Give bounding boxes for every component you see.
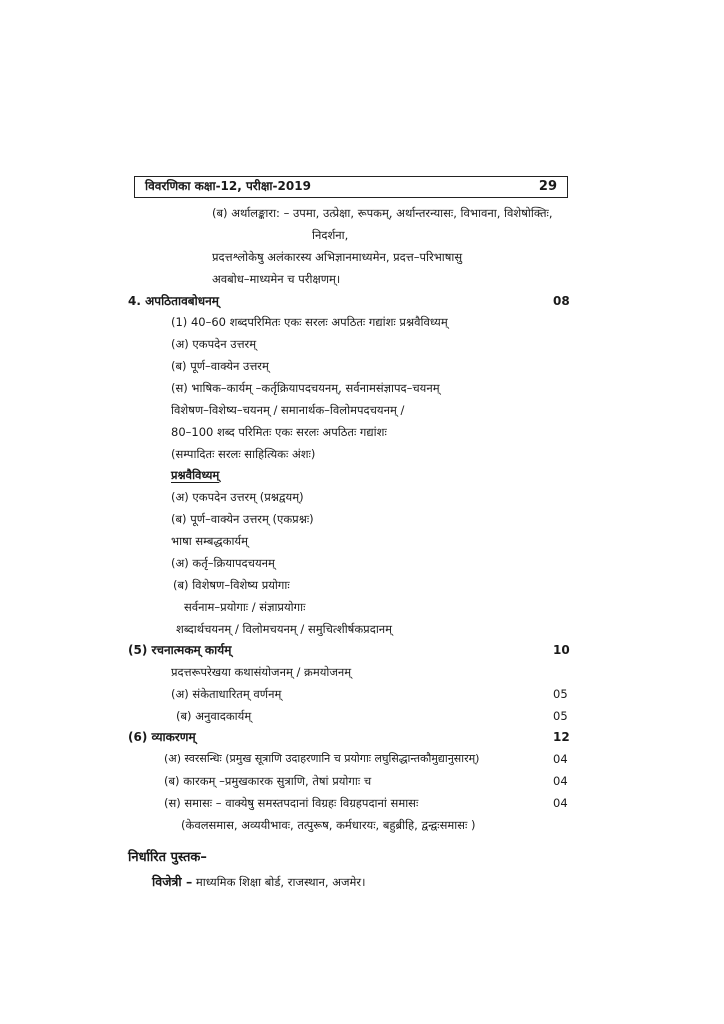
text-line: (ब) अनुवादकार्यम् — [176, 709, 252, 723]
text-line: (ब) कारकम् –प्रमुखकारक सुत्राणि, तेषां प्रयोगाः च — [164, 774, 372, 788]
section-marks-5: 10 — [553, 643, 570, 657]
text-line: (ब) पूर्ण–वाक्येन उत्तरम् (एकप्रश्नः) — [171, 512, 314, 526]
text-line: 80–100 शब्द परिमितः एकः सरलः अपठितः गद्यांशः — [171, 425, 387, 439]
text-line: (स) भाषिक–कार्यम् –कर्तृक्रियापदचयनम्, सर्वनामसंज्ञापद–चयनम् — [171, 381, 440, 395]
section-marks-4: 08 — [553, 294, 570, 308]
text-line: (1) 40–60 शब्दपरिमितः एकः सरलः अपठितः गद्यांशः प्रश्नवैविध्यम् — [171, 315, 448, 329]
section-heading-4: 4. अपठितावबोधनम् — [128, 294, 219, 308]
item-marks: 05 — [553, 687, 568, 701]
item-marks: 05 — [553, 709, 568, 723]
section-heading-6: (6) व्याकरणम् — [128, 730, 196, 744]
book-entry — [152, 874, 365, 890]
text-line: विशेषण–विशेष्य–चयनम् / समानार्थक–विलोमपदचयनम् / — [171, 403, 405, 417]
text-line: (अ) स्वरसन्धिः (प्रमुख सूत्राणि उदाहरणानि च प्रयोगाः लघुसिद्धान्तकौमुद्यानुसारम्) — [164, 752, 480, 765]
section-heading-5: (5) रचनात्मकम् कार्यम् — [128, 643, 232, 657]
subheading: प्रश्नवैविध्यम् — [171, 468, 220, 482]
text-line: (अ) एकपदेन उत्तरम् (प्रश्नद्वयम्) — [171, 490, 304, 504]
item-marks: 04 — [553, 796, 568, 810]
text-line: (अ) संकेताधारितम् वर्णनम् — [171, 687, 282, 701]
text-line: प्रदत्तश्लोकेषु अलंकारस्य अभिज्ञानमाध्यमेन, प्रदत्त–परिभाषासु — [212, 250, 463, 264]
item-marks: 04 — [553, 752, 568, 766]
text-line: अवबोध–माध्यमेन च परीक्षणम्। — [212, 272, 341, 286]
text-line: (ब) अर्थालङ्कारा: – उपमा, उत्प्रेक्षा, रूपकम्, अर्थान्तरन्यासः, विभावना, विशेषोक्तिः, — [212, 206, 553, 220]
page-header — [134, 176, 568, 198]
text-line: (ब) पूर्ण–वाक्येन उत्तरम् — [171, 359, 269, 373]
section-marks-6: 12 — [553, 730, 570, 744]
text-line: प्रदत्तरूपरेखया कथासंयोजनम् / क्रमयोजनम् — [171, 665, 352, 679]
text-line: (स) समासः – वाक्येषु समस्तपदानां विग्रहः विग्रहपदानां समासः — [164, 796, 419, 810]
page-number: 29 — [538, 179, 557, 194]
text-line: (ब) विशेषण–विशेष्य प्रयोगाः — [173, 578, 290, 592]
text-line: (केवलसमास, अव्ययीभावः, तत्पुरूष, कर्मधारयः, बहुब्रीहि, द्वन्द्वःसमासः ) — [181, 818, 476, 832]
item-marks: 04 — [553, 774, 568, 788]
text-line: सर्वनाम–प्रयोगाः / संज्ञाप्रयोगाः — [184, 600, 306, 614]
text-line: भाषा सम्बद्धकार्यम् — [171, 534, 248, 548]
book-publisher: माध्यमिक शिक्षा बोर्ड, राजस्थान, अजमेर। — [195, 875, 366, 889]
text-line: (सम्पादितः सरलः साहित्यिकः अंशः) — [171, 447, 316, 461]
books-heading: निर्धारित पुस्तक– — [128, 850, 207, 865]
text-line: शब्दार्थचयनम् / विलोमचयनम् / समुचित्शीर्षकप्रदानम् — [176, 622, 393, 636]
text-line: (अ) कर्तृ–क्रियापदचयनम् — [171, 556, 275, 570]
text-line: निदर्शना, — [312, 228, 349, 242]
text-line: (अ) एकपदेन उत्तरम् — [171, 337, 257, 351]
book-title: विजेत्री – — [152, 874, 193, 889]
header-title: विवरणिका कक्षा-12, परीक्षा-2019 — [145, 179, 311, 193]
